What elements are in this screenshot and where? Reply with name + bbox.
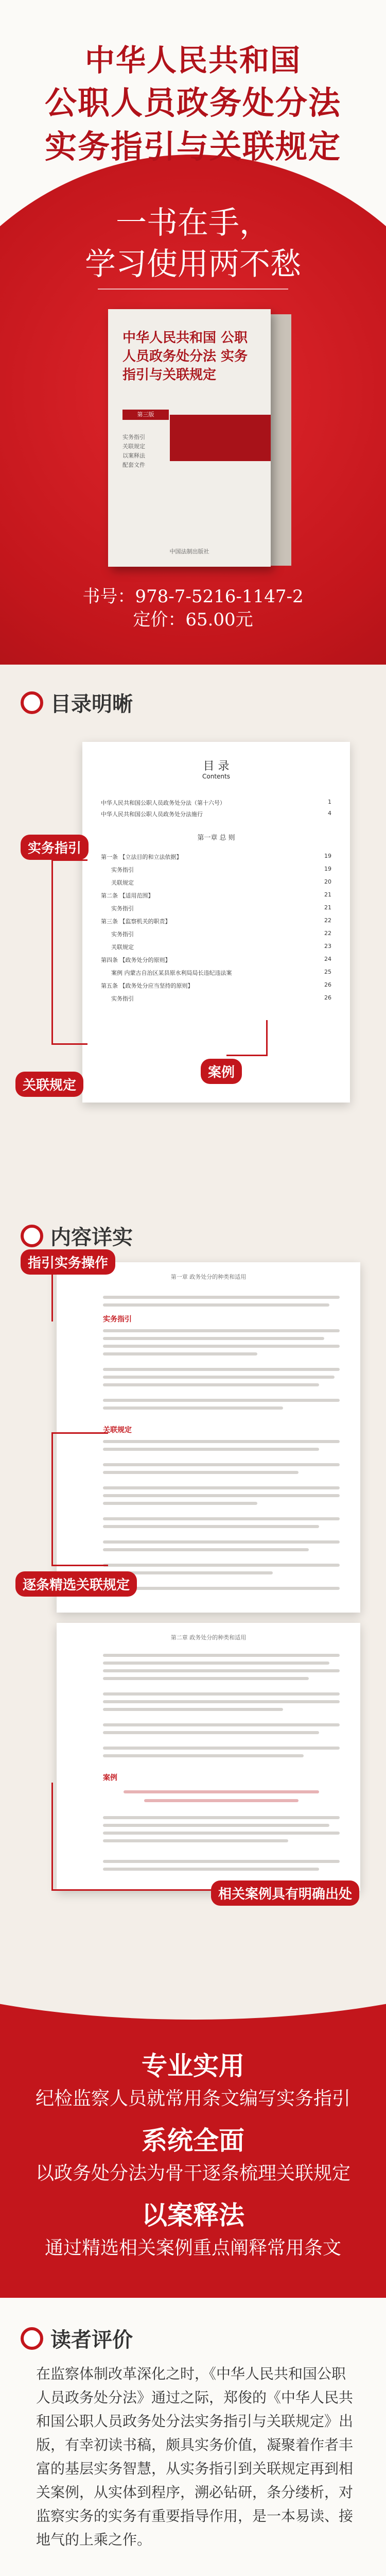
text-line — [103, 1540, 340, 1544]
toc-row — [101, 866, 331, 874]
tag-case-source: 相关案例具有明确出处 — [211, 1880, 359, 1906]
book-cover-info-line: 以案释法 — [122, 452, 145, 459]
text-line — [103, 1587, 340, 1590]
book-cover-info-line: 实务指引 — [122, 434, 145, 440]
text-line — [103, 1754, 304, 1757]
toc-row-page: 25 — [324, 969, 331, 975]
toc-row-page: 1 — [328, 799, 331, 805]
detail-heading-text: 内容详实 — [50, 1226, 133, 1249]
isbn-text: 书号：978-7-5216-1147-2 — [82, 586, 304, 607]
sample-page-header: 第一章 政务处分的种类和适用 — [170, 1274, 247, 1280]
text-line — [103, 1352, 257, 1355]
book-cover-info-line: 关联规定 — [122, 443, 145, 450]
sample-label-practical: 实务指引 — [103, 1315, 132, 1324]
toc-row — [101, 930, 331, 938]
text-line — [103, 1329, 340, 1332]
text-line — [103, 1494, 340, 1497]
sample-label-case: 案例 — [103, 1774, 117, 1782]
highlight-line3: 系统全面 — [142, 2126, 244, 2156]
text-line — [103, 1463, 340, 1466]
section-bullet-icon — [21, 2327, 43, 2350]
toc-row-title: 实务指引 — [111, 905, 134, 912]
toc-row-title: 第三条 【监察机关的职责】 — [101, 918, 171, 925]
toc-page-card — [82, 742, 350, 1103]
toc-row — [101, 969, 331, 977]
toc-row-page: 26 — [324, 994, 331, 1001]
text-line — [103, 1517, 340, 1520]
highlight-line5: 以案释法 — [142, 2200, 244, 2230]
toc-row-title: 关联规定 — [111, 879, 134, 886]
text-line — [103, 1564, 340, 1567]
text-line — [103, 1486, 340, 1489]
hero-slogan-line1: 一书在手， — [116, 205, 270, 241]
book-cover-image — [108, 309, 293, 567]
toc-card-subtitle: Contents — [202, 773, 230, 780]
book-cover-title: 中华人民共和国 公职人员政务处分法 实务指引与关联规定 — [122, 330, 248, 383]
hero-title-line3: 实务指引与关联规定 — [44, 128, 341, 165]
detail-bracket-related — [51, 1432, 108, 1566]
toc-card-title: 目 录 — [203, 760, 230, 773]
text-line — [103, 1669, 340, 1672]
text-line — [103, 1399, 340, 1402]
toc-row — [101, 917, 331, 925]
hero-banner — [0, 0, 386, 665]
toc-row-title: 第二条 【适用范围】 — [101, 892, 154, 899]
toc-row-page: 22 — [324, 930, 331, 937]
toc-row-title: 实务指引 — [111, 931, 134, 938]
highlight-panel — [0, 1947, 386, 2298]
toc-row-page: 4 — [328, 810, 331, 817]
toc-row — [101, 956, 331, 964]
book-cover-info-line: 配套文件 — [122, 462, 145, 468]
book-cover-info — [122, 433, 145, 470]
toc-chapter-heading — [101, 832, 331, 842]
sample-page-header: 第二章 政务处分的种类和适用 — [170, 1634, 247, 1641]
text-line — [103, 1368, 340, 1371]
text-line — [103, 1296, 340, 1299]
section-bullet-icon — [21, 1225, 43, 1247]
toc-bracket-left — [51, 859, 87, 1045]
book-cover-red-block — [170, 415, 271, 461]
toc-row-title: 关联规定 — [111, 944, 134, 951]
text-line — [103, 1662, 329, 1665]
book-cover — [108, 309, 271, 567]
book-spine — [269, 314, 291, 566]
toc-row-page: 22 — [324, 917, 331, 924]
toc-section-heading — [21, 688, 133, 717]
price-text: 定价：65.00元 — [133, 609, 253, 630]
toc-row — [101, 891, 331, 900]
toc-row-title: 中华人民共和国公职人员政务处分法施行 — [101, 811, 203, 818]
text-line — [103, 1406, 283, 1410]
toc-row-title: 实务指引 — [111, 995, 134, 1002]
text-line — [103, 1471, 299, 1474]
hero-slogan-line2: 学习使用两不愁 — [85, 246, 301, 282]
highlight-panel-curve — [0, 1947, 386, 2020]
tag-related-selection: 逐条精选关联规定 — [15, 1571, 137, 1597]
detail-bracket-guide — [51, 1270, 98, 1321]
book-cover-edition: 第三版 — [122, 410, 169, 420]
toc-row-page: 20 — [324, 878, 331, 885]
highlight-line4: 以政务处分法为骨干逐条梳理关联规定 — [35, 2163, 350, 2184]
reviews-heading-text: 读者评价 — [50, 2328, 133, 2352]
text-line — [103, 1525, 319, 1528]
text-line — [103, 1700, 340, 1703]
text-line — [103, 1376, 335, 1379]
toc-row-title: 第一条 【立法目的和立法依据】 — [101, 854, 182, 860]
review-1-text: 在监察体制改革深化之时，《中华人民共和国公职人员政务处分法》通过之际，郑俊的《中华人民共和国公职人员政务处分法实务指引与关联规定》出版，有幸初读书稿，颇具实务价值，凝聚着作者丰富的基层实务智慧，从实务指引到关联规定再到相关案例，从实体到程序，溯必钻研，条分缕析，对监察实务的实务有重要指导作用，是一本易读、接地气的上乘之作。 — [36, 2365, 354, 2548]
toc-row — [101, 994, 331, 1003]
toc-row-title: 第四条 【政务处分的原则】 — [101, 957, 171, 963]
toc-row-page: 19 — [324, 853, 331, 859]
reviews-section-heading — [21, 2324, 133, 2353]
highlight-line6: 通过精选相关案例重点阐释常用条文 — [44, 2238, 341, 2259]
toc-row-page: 21 — [324, 904, 331, 911]
text-line — [103, 1345, 340, 1348]
toc-row-title: 第五条 【政务处分应当坚持的原则】 — [101, 982, 194, 989]
text-line — [103, 1692, 340, 1696]
toc-heading-text: 目录明晰 — [50, 692, 133, 716]
highlight-line1: 专业实用 — [142, 2051, 244, 2081]
toc-row — [101, 799, 331, 807]
toc-row-page: 23 — [324, 943, 331, 950]
toc-row-page: 19 — [324, 866, 331, 872]
toc-row-page: 26 — [324, 981, 331, 988]
toc-chapter-title: 第一章 总 则 — [197, 834, 235, 842]
text-line — [103, 1337, 324, 1340]
tag-case: 案例 — [201, 1059, 242, 1084]
hero-title-line1: 中华人民共和国 — [84, 43, 301, 78]
toc-row — [101, 878, 331, 887]
hero-divider — [98, 289, 288, 290]
sample-label-related: 关联规定 — [103, 1426, 132, 1434]
detail-bracket-case — [51, 1783, 221, 1891]
highlight-line2: 纪检监察人员就常用条文编写实务指引 — [35, 2088, 350, 2109]
toc-bracket-case — [226, 1020, 268, 1056]
text-line — [103, 1448, 319, 1451]
tag-related: 关联规定 — [15, 1072, 83, 1097]
text-line — [103, 1303, 329, 1307]
text-line — [103, 1708, 283, 1711]
text-line — [103, 1440, 340, 1443]
toc-row — [101, 943, 331, 951]
text-line — [103, 1731, 319, 1734]
text-line — [103, 1747, 340, 1750]
toc-row-page: 24 — [324, 956, 331, 962]
text-line — [103, 1723, 340, 1726]
detail-section-heading — [21, 1221, 133, 1250]
text-line — [103, 1677, 309, 1680]
toc-row — [101, 904, 331, 912]
section-bullet-icon — [21, 691, 43, 714]
toc-row — [101, 853, 331, 861]
tag-guide-operation: 指引实务操作 — [21, 1249, 115, 1275]
toc-row-page: 21 — [324, 891, 331, 898]
toc-row-title: 案例 内蒙古自治区某县原水利局局长违纪违法案 — [111, 970, 232, 976]
toc-row — [101, 810, 331, 818]
toc-row — [101, 981, 331, 990]
tag-practical: 实务指引 — [21, 835, 89, 860]
text-line — [103, 1548, 309, 1551]
toc-row-title: 中华人民共和国公职人员政务处分法（第十六号） — [101, 800, 225, 806]
text-line — [103, 1654, 340, 1657]
hero-title-line2: 公职人员政务处分法 — [44, 84, 341, 122]
toc-row-title: 实务指引 — [111, 867, 134, 873]
text-line — [103, 1383, 319, 1386]
text-line — [103, 1502, 257, 1505]
book-cover-publisher: 中国法制出版社 — [169, 548, 209, 555]
